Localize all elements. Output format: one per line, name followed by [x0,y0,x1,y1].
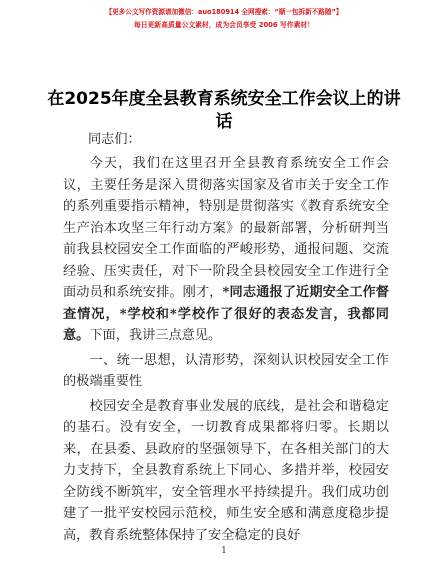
document-body [63,153,389,546]
intro-text-highlight: *同志通报了近期安全工作督查情况，*学校和*学校作了很好的表态发言，我都同意。 [63,285,389,343]
intro-paragraph [63,153,389,347]
section-1-paragraph: 校园安全是教育事业发展的底线，是社会和谐稳定的基石。没有安全，一切教育成果都将归零。长期以来，在县委、县政府的坚强领导下，在各相关部门的大力支持下，全县教育系统上下同心、多措并举，校园安全防线不断筑牢，安全管理水平持续提升。我们成功创建了一批平安校园示范校，师生安全感和满意度稳步提高，教育系统整体保持了安全稳定的良好 [63,398,389,543]
promo-banner-line-2: 每日更新高质量公文素材，成为会员享受 2006 写作素材！ [134,21,314,29]
page-number: 1 [221,546,227,556]
intro-text-a: 今天，我们在这里召开全县教育系统安全工作会议，主要任务是深入贯彻落实国家及省市关于安全工作的系列重要指示精神，特别是贯彻落实《教育系统安全生产治本攻坚三年行动方案》的最新部署，分析研判当前我县校园安全工作面临的严峻形势，通报问题、交流经验、压实责任，对下一阶段全县校园安全工作进行全面动员和系统安排。刚才， [63,156,389,300]
intro-text-c: 下面，我讲三点意见。 [89,328,222,343]
document-title: 在2025年度全县教育系统安全工作会议上的讲话 [47,89,401,132]
section-1-heading: 一、统一思想，认清形势，深刻认识校园安全工作的极端重要性 [63,352,389,389]
promo-banner-line-1: 【更多公文写作资源请加微信：auo180914 全网搜索：“顺一包拆新不路随”】 [105,8,343,16]
greeting: 同志们： [88,132,141,147]
